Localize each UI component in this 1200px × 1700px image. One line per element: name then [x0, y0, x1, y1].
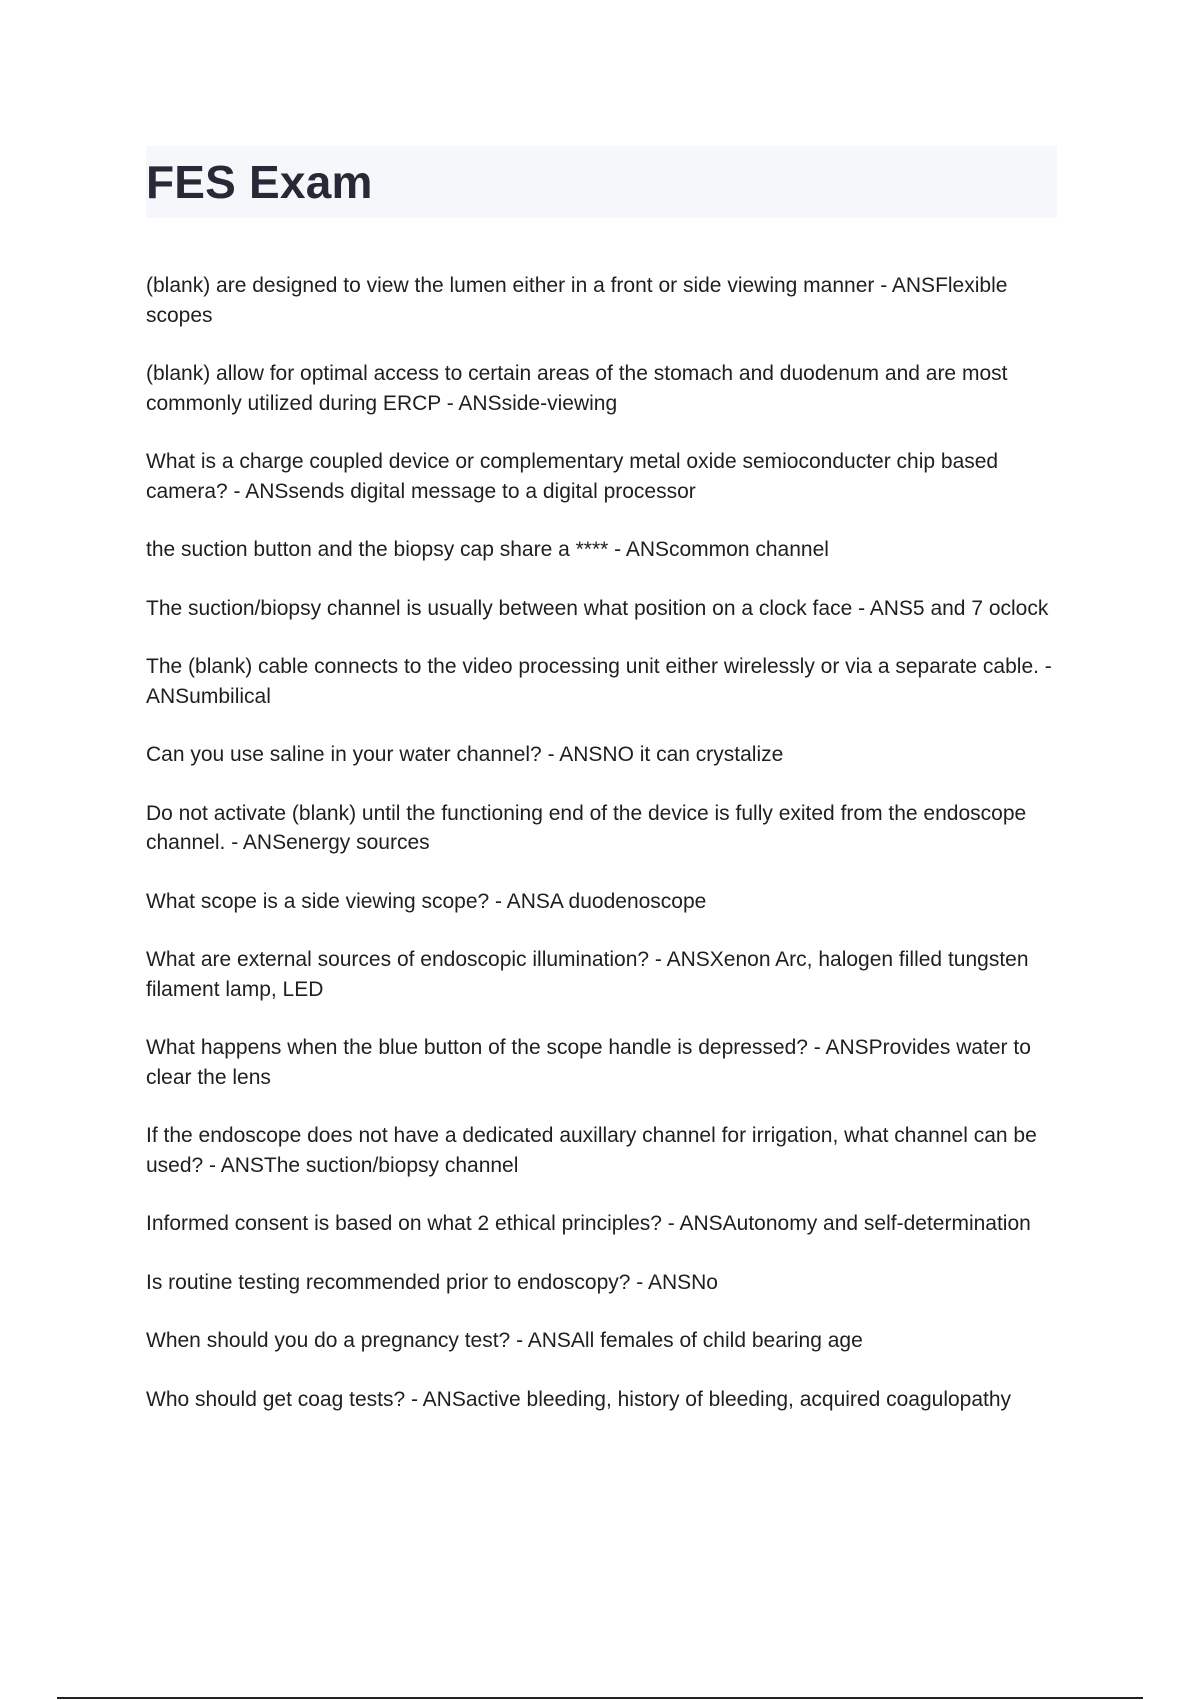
qa-item: What scope is a side viewing scope? - ANSA duodenoscope	[146, 889, 707, 913]
qa-item: Can you use saline in your water channel? - ANSNO it can crystalize	[146, 743, 784, 766]
qa-item: (blank) allow for optimal access to certain areas of the stomach and duodenum and are most commonly utilized during ERCP - ANSside-viewing	[146, 362, 1008, 415]
qa-item: Informed consent is based on what 2 ethical principles? - ANSAutonomy and self-determination	[146, 1212, 1031, 1235]
qa-item: What happens when the blue button of the scope handle is depressed? - ANSProvides water to clear the lens	[146, 1036, 1031, 1089]
qa-item: What is a charge coupled device or complementary metal oxide semioconducter chip based camera? - ANSsends digital message to a digital processor	[146, 450, 999, 503]
qa-item: (blank) are designed to view the lumen either in a front or side viewing manner - ANSFlexible scopes	[146, 274, 1008, 327]
bottom-divider	[57, 1697, 1143, 1699]
title-band	[146, 146, 1057, 218]
qa-item: If the endoscope does not have a dedicated auxillary channel for irrigation, what channel can be used? - ANSThe suction/biopsy channel	[146, 1124, 1037, 1177]
qa-item: Is routine testing recommended prior to endoscopy? - ANSNo	[146, 1270, 718, 1294]
qa-list	[146, 271, 1066, 1443]
qa-item: When should you do a pregnancy test? - ANSAll females of child bearing age	[146, 1329, 863, 1352]
qa-item: What are external sources of endoscopic illumination? - ANSXenon Arc, halogen filled tungsten filament lamp, LED	[146, 948, 1029, 1001]
qa-item: The (blank) cable connects to the video processing unit either wirelessly or via a separate cable. - ANSumbilical	[146, 655, 1052, 708]
qa-item: The suction/biopsy channel is usually between what position on a clock face - ANS5 and 7 oclock	[146, 596, 1049, 620]
page-title: FES Exam	[146, 156, 373, 208]
qa-item: Do not activate (blank) until the functioning end of the device is fully exited from the endoscope channel. - ANSenergy sources	[146, 801, 1027, 854]
qa-item: Who should get coag tests? - ANSactive bleeding, history of bleeding, acquired coagulopathy	[146, 1387, 1012, 1411]
qa-item: the suction button and the biopsy cap share a **** - ANScommon channel	[146, 538, 829, 561]
